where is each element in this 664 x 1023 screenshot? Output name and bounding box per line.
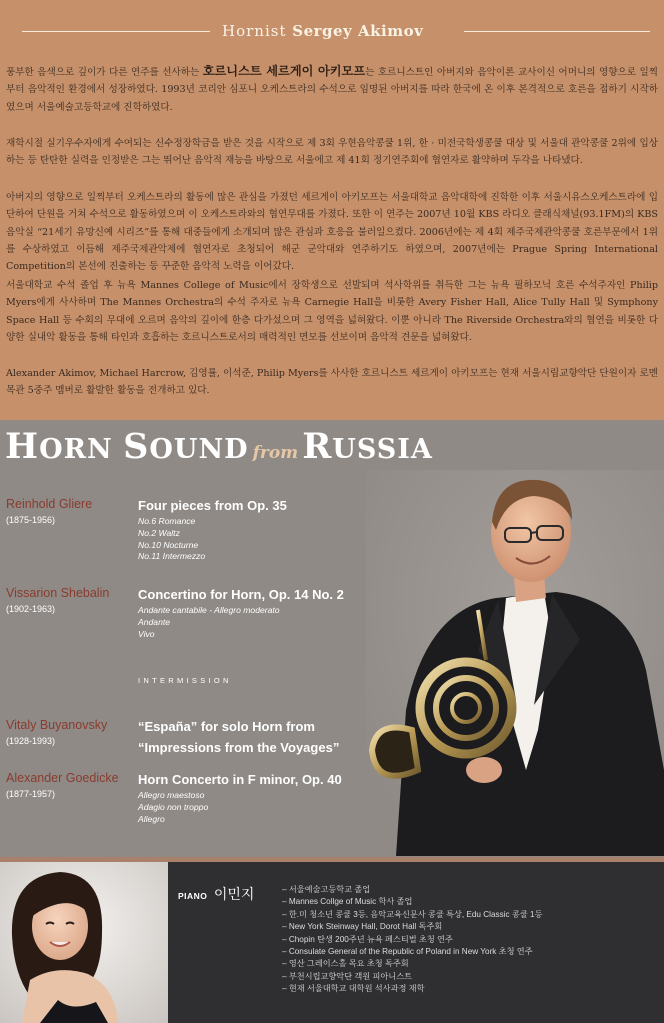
bio-paragraph-5: Alexander Akimov, Michael Harcrow, 김영률, 이석준, Philip Myers를 사사한 호르니스트 세르게이 아키모프는 현재 서울시립교향악단 단원이자 로멘 목관 5중주 멤버로 활발한 활동을 전개하고 있다. [6,368,658,397]
movement: Allegro maestoso [138,790,205,800]
list-item: – Consulate General of the Republic of Poland in New York 초청 연주 [282,946,542,958]
composer-name: Vissarion Shebalin [6,586,110,600]
header-name: Sergey Akimov [292,22,424,40]
bio-p1-pre: 풍부한 음색으로 깊이가 다른 연주를 선사하는 [6,67,203,78]
title-ussia: USSIA [332,434,433,465]
work-title-line-2: “Impressions from the Voyages” [138,740,340,755]
composer-years: (1928-1993) [6,736,56,746]
work-title: Horn Concerto in F minor, Op. 40 [138,772,342,787]
piano-role: PIANO [178,891,208,901]
bio-header-title [222,22,423,40]
piano-label [178,884,254,904]
title-ound: OUND [149,434,249,465]
header-rule-right [464,31,650,32]
movement: No.11 Intermezzo [138,551,206,562]
list-item: – New York Steinway Hall, Dorot Hall 독주회 [282,921,542,933]
pianist-illustration [0,862,168,1023]
work-title-line-1: “España” for solo Horn from [138,719,315,734]
pianist-photo [0,862,168,1023]
title-r: R [302,426,333,467]
composer-goedicke [6,771,136,799]
intermission-label: INTERMISSION [138,676,232,685]
composer-gliere [6,497,136,525]
work-buyanovsky [138,718,368,756]
composer-buyanovsky [6,718,136,746]
header-rule-left [22,31,210,32]
composer-name: Alexander Goedicke [6,771,119,785]
movement: Vivo [138,628,155,639]
title-h: H [5,426,40,467]
movement: No.10 Nocturne [138,539,199,550]
pianist-bio-list [282,884,542,996]
bio-paragraph-4: 서울대학교 수석 졸업 후 뉴욕 Mannes College of Music에서 장학생으로 선발되며 석사학위를 취득한 그는 뉴욕 필하모닉 호른 수석주자인 Philip Myers에게 사사하며 The Mannes Orchestra의 수석 주자로 뉴욕 Carnegie Hall을 비롯한 Avery Fisher Hall, Alice Tully Hall 및 Symphony Space Hall 등 수회의 무대에 오르며 음악의 깊이에 한층 다가섰으며 그 영역을 넓혀왔다. 이뿐 아니라 The Riverside Orchestra와의 협연을 비롯한 다양한 실내악 활동을 통해 타인과 호흡하는 호르니스트로서의 매력적인 면모를 선보이며 음악적 견문을 넓혀왔다. [6,280,658,343]
movement: Andante [138,616,171,627]
concert-title [5,426,433,466]
movement: No.6 Romance [138,516,196,526]
list-item: – 서울예술고등학교 졸업 [282,884,542,896]
list-item: – Mannes Collge of Music 학사 졸업 [282,896,542,908]
movement: Andante cantabile - Allegro moderato [138,605,280,615]
list-item: – 한.미 청소년 콩쿨 3등, 음악교육신문사 콩쿨 특상, Edu Classic 콩쿨 1등 [282,909,542,921]
header-prefix: Hornist [222,22,293,40]
list-item: – 영산 그레이스홀 목요 초청 독주회 [282,958,542,970]
pianist-name: 이민지 [213,886,255,902]
composer-years: (1875-1956) [6,515,56,525]
list-item: – 부천시립교향악단 객원 피아니스트 [282,971,542,983]
title-s: S [123,426,150,467]
title-orn: ORN [39,434,124,465]
work-shebalin [138,586,368,640]
bio-paragraph-1 [6,63,658,116]
work-goedicke [138,771,368,825]
title-from: from [252,443,299,463]
bio-paragraph-3: 아버지의 영향으로 일찍부터 오케스트라의 활동에 많은 관심을 가졌던 세르게이 아키모프는 서울대학교 음악대학에 진학한 이후 서울시유스오케스트라에 입단하여 단원을 거쳐 수석으로 활동하였으며 이 오케스트라와의 협연무대를 가졌다. 또한 이 연주는 2007년 10월 KBS 라디오 클래식채널(93.1FM)의 KBS 음악실 “21세기 유망신예 시리즈”를 통해 대중들에게 소개되며 많은 관심과 호응을 불러일으켰다. 2006년에는 제 4회 제주국제관악콩쿨 호른부문에서 1위를 수상하였고 이듬해 제주국제관악제에 협연자로 초청되어 해군 군악대와 연주하기도 하였으며, 2007년에는 Prague Spring International Competition의 본선에 진출하는 등 꾸준한 음악적 노력을 이어갔다. [6,192,658,273]
work-title: Concertino for Horn, Op. 14 No. 2 [138,587,344,602]
hornist-illustration [366,470,664,856]
work-title: Four pieces from Op. 35 [138,498,287,513]
piano-section [0,857,664,1023]
composer-name: Vitaly Buyanovsky [6,718,108,732]
bio-header [0,14,664,44]
bio-section [0,0,664,420]
bio-p1-highlight: 호르니스트 세르게이 아키모프 [202,64,366,78]
bio-paragraph-2: 재학시절 실기우수자에게 수여되는 신수정장학금을 받은 것을 시작으로 제 3회 우현음악콩쿨 1위, 한 · 미전국학생콩쿨 대상 및 서울대 관악콩쿨 2위에 입상하는 등 탄탄한 실력을 인정받은 그는 뛰어난 음악적 재능을 바탕으로 서울에고 제 41회 정기연주회에 협연자로 활약하며 두각을 나타냈다. [6,138,658,167]
movement: Allegro [138,813,165,824]
movement: No.2 Waltz [138,527,180,538]
composer-years: (1877-1957) [6,789,56,799]
movement: Adagio non troppo [138,801,209,812]
list-item: – 현재 서울대학교 대학원 석사과정 재학 [282,983,542,995]
work-gliere [138,497,368,563]
hornist-photo [366,470,664,856]
composer-shebalin [6,586,136,614]
composer-name: Reinhold Gliere [6,497,93,511]
composer-years: (1902-1963) [6,604,56,614]
list-item: – Chopin 탄생 200주년 뉴욕 페스티벌 초청 연주 [282,934,542,946]
bio-p1-post: 는 호르니스트인 아버지와 음악이론 교사이신 어머니의 영향으로 일찍부터 음악적인 환경에서 성장하였다. 1993년 코리안 심포니 오케스트라의 수석으로 임명된 아버지를 따라 한국에 온 이후 본격적으로 호른을 접하기 시작하였으며 서울예술고등학교에 진학하였다. [6,67,658,113]
